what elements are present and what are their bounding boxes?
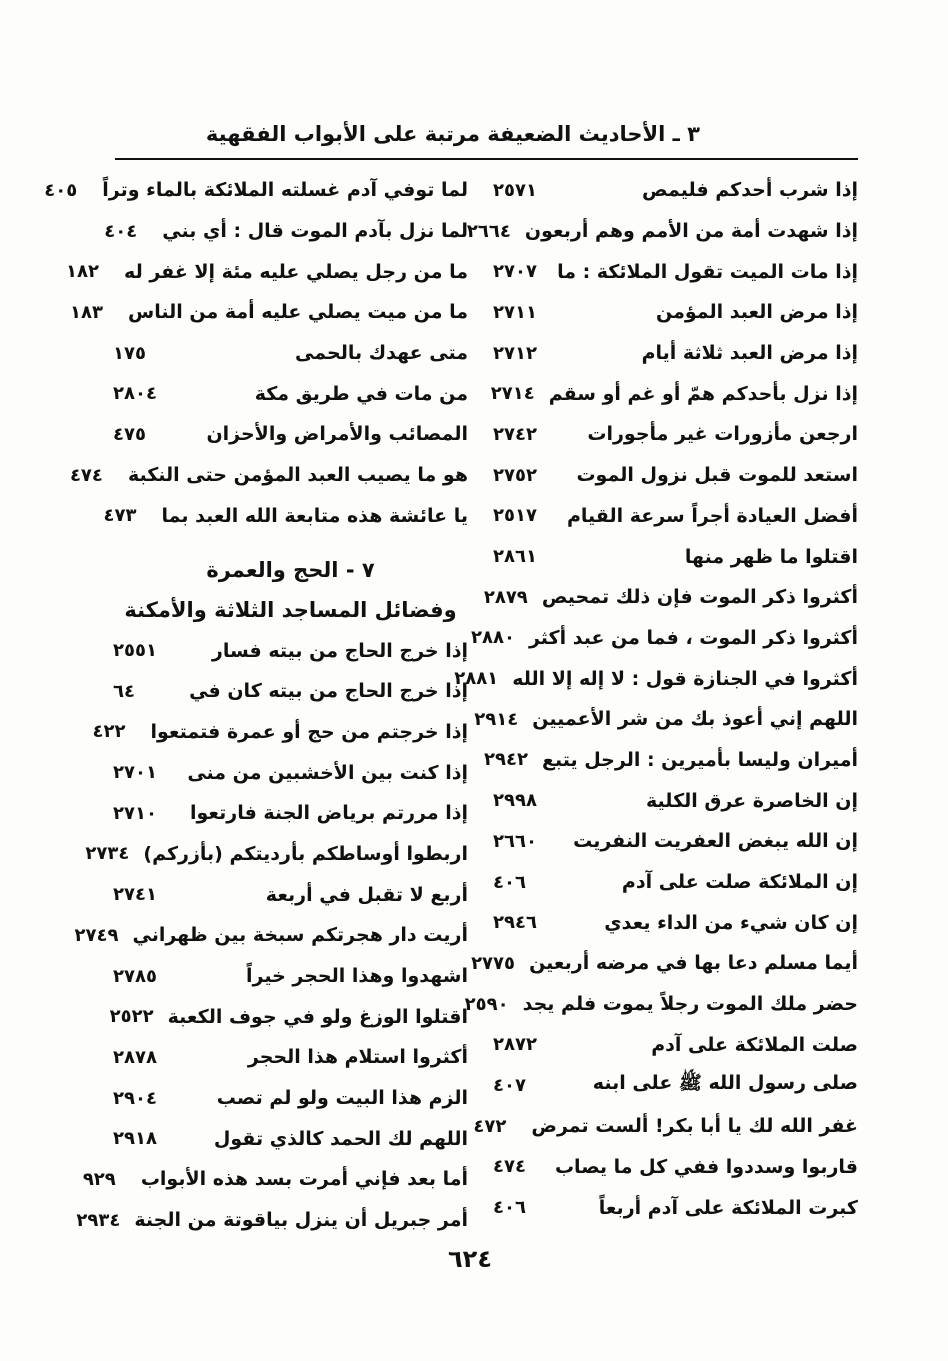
entry-text: إذا خرج الحاج من بيته كان في (189, 680, 468, 703)
index-entry (113, 1078, 468, 1119)
entry-number: ٩٢٩ (82, 1168, 116, 1190)
entry-number: ٢٩٩٨ (493, 790, 537, 812)
index-entry (490, 373, 858, 414)
index-entry (69, 455, 468, 496)
entry-number: ٤٠٧ (493, 1074, 526, 1096)
entry-text: أيما مسلم دعا بها في مرضه أربعين (529, 952, 858, 975)
entry-text: أمر جبريل أن ينزل بياقوتة من الجنة (134, 1209, 468, 1232)
entry-number: ٢٧١٢ (493, 342, 537, 364)
index-entry (464, 984, 858, 1025)
page-number: ٦٢٤ (448, 1245, 492, 1273)
entry-text: حضر ملك الموت رجلاً يموت فلم يجد (522, 993, 858, 1016)
index-entry (82, 1159, 468, 1200)
index-entry (66, 251, 468, 292)
entry-number: ٢٨٠٤ (113, 383, 157, 405)
entry-number: ١٨٢ (66, 261, 100, 283)
entry-number: ٢٩١٤ (474, 708, 519, 730)
entry-number: ٢٧١٤ (490, 383, 535, 405)
index-entry (471, 943, 858, 984)
entry-number: ٢٩٠٤ (113, 1087, 157, 1109)
index-entry (113, 793, 468, 834)
entry-number: ٢٧٠٧ (493, 261, 537, 283)
index-entry (493, 455, 858, 496)
index-entry (113, 956, 468, 997)
entry-text: صلى رسول الله ﷺ على ابنه (592, 1072, 858, 1095)
entry-number: ٢٧١١ (493, 301, 537, 323)
index-entry (483, 740, 858, 781)
entry-number: ١٨٣ (70, 301, 103, 323)
entry-number: ٢٧٤٢ (493, 423, 537, 445)
index-entry (493, 780, 858, 821)
section-subtitle: وفضائل المساجد الثلاثة والأمكنة (124, 598, 457, 623)
entry-number: ٢٩٤٦ (493, 912, 537, 934)
entry-number: ٢٧٣٤ (85, 843, 130, 865)
entry-text: أما بعد فإني أمرت بسد هذه الأبواب (140, 1168, 468, 1191)
index-entry (113, 874, 468, 915)
entry-text: إذا مات الميت تقول الملائكة : ما (557, 260, 858, 283)
entry-text: أميران وليسا بأميرين : الرجل يتبع (541, 748, 858, 771)
entry-text: أربع لا تقبل في أربعة (265, 883, 468, 906)
index-entry (493, 496, 858, 537)
entry-number: ١٧٥ (113, 342, 146, 364)
entry-text: المصائب والأمراض والأحزان (206, 423, 468, 446)
entry-text: إذا نزل بأحدكم همّ أو غم أو سقم (548, 382, 858, 405)
entry-number: ٤٧٤ (493, 1156, 526, 1178)
entry-number: ٢٩٤٢ (483, 749, 528, 771)
index-entry (493, 414, 858, 455)
index-entry (113, 752, 468, 793)
entry-text: الزم هذا البيت ولو لم تصب (216, 1087, 468, 1110)
index-entry (113, 1118, 468, 1159)
entry-number: ٢٧٧٥ (471, 952, 516, 974)
entry-text: أكثروا ذكر الموت فإن ذلك تمحيص (541, 586, 858, 609)
index-entry (493, 1024, 858, 1065)
entry-text: إن الخاصرة عرق الكلية (646, 789, 858, 812)
entry-text: أفضل العيادة أجراً سرعة القيام (566, 504, 858, 527)
entry-number: ٢٥٢٢ (109, 1006, 154, 1028)
index-entry (74, 915, 468, 956)
entry-number: ٢٨٨٠ (470, 627, 515, 649)
entry-text: استعد للموت قبل نزول الموت (576, 464, 858, 487)
entry-number: ٢٨٧٨ (113, 1046, 157, 1068)
entry-text: إذا خرج الحاج من بيته فسار (211, 639, 468, 662)
header-rule (115, 158, 858, 160)
index-entry (454, 658, 858, 699)
running-header: ٣ ـ الأحاديث الضعيفة مرتبة على الأبواب الفقهية (205, 122, 700, 146)
index-entry (113, 373, 468, 414)
index-entry (473, 1106, 858, 1147)
entry-text: متى عهدك بالحمى (295, 342, 468, 365)
entry-number: ٢٧٥٢ (493, 464, 537, 486)
index-entry (493, 902, 858, 943)
index-entry (113, 414, 468, 455)
entry-number: ٢٨٧٩ (483, 586, 528, 608)
entry-number: ٢٥٥١ (113, 640, 157, 662)
entry-number: ٢٧٨٥ (113, 965, 157, 987)
entry-text: أريت دار هجرتكم سبخة بين ظهراني (132, 924, 468, 947)
entry-text: إن كان شيء من الداء يعدي (604, 911, 858, 934)
entry-text: اللهم لك الحمد كالذي تقول (213, 1127, 468, 1150)
index-entry (493, 251, 858, 292)
entry-text: ارجعن مأزورات غير مأجورات (587, 423, 858, 446)
index-entry (493, 536, 858, 577)
index-entry (85, 834, 468, 875)
entry-text: اربطوا أوساطكم بأرديتكم (بأزركم) (143, 842, 468, 865)
index-column-left (44, 170, 468, 1241)
entry-text: أكثروا ذكر الموت ، فما من عبد أكثر (528, 626, 858, 649)
entry-number: ٤٧٥ (113, 423, 146, 445)
entry-text: إذا شهدت أمة من الأمم وهم أربعون (524, 220, 858, 243)
index-entry (493, 170, 858, 211)
index-entry (44, 170, 468, 211)
entry-text: لما نزل بآدم الموت قال : أي بني (162, 220, 468, 243)
entry-text: إذا مررتم برياض الجنة فارتعوا (190, 802, 468, 825)
entry-number: ٤٧٢ (473, 1115, 507, 1137)
entry-number: ٢٧٤١ (113, 884, 157, 906)
entry-text: إذا مرض العبد ثلاثة أيام (641, 342, 858, 365)
entry-text: إن الملائكة صلت على آدم (621, 871, 858, 894)
index-entry (113, 630, 468, 671)
index-entry (104, 211, 468, 252)
entry-number: ٦٤ (113, 680, 135, 702)
entry-number: ٢٦٦٤ (466, 220, 511, 242)
entry-number: ٤٧٣ (103, 505, 137, 527)
index-entry (109, 996, 468, 1037)
entry-text: يا عائشة هذه متابعة الله العبد بما (161, 504, 468, 527)
entry-text: لما توفي آدم غسلته الملائكة بالماء وتراً (102, 179, 468, 202)
entry-number: ٢٩٣٤ (76, 1209, 121, 1231)
entry-text: هو ما يصيب العبد المؤمن حتى النكبة (127, 464, 468, 487)
index-entry (493, 333, 858, 374)
index-entry (470, 618, 858, 659)
entry-text: اشهدوا وهذا الحجر خيراً (246, 965, 468, 988)
entry-number: ٢٥٩٠ (464, 993, 509, 1015)
entry-text: ما من رجل يصلي عليه مئة إلا غفر له (124, 260, 468, 283)
entry-text: كبرت الملائكة على آدم أربعاً (598, 1196, 858, 1219)
index-entry (113, 333, 468, 374)
entry-text: اللهم إني أعوذ بك من شر الأعميين (532, 708, 858, 731)
entry-number: ٢٨٧٢ (493, 1034, 537, 1056)
index-column-right (454, 170, 858, 1228)
index-entry (113, 671, 468, 712)
index-entry (493, 1147, 858, 1188)
entry-number: ٤٠٥ (44, 179, 78, 201)
entry-text: أكثروا في الجنازة قول : لا إله إلا الله (512, 667, 858, 690)
entry-number: ٤٠٦ (493, 871, 526, 893)
entry-text: من مات في طريق مكة (254, 382, 468, 405)
index-entry (113, 1037, 468, 1078)
entry-text: إذا كنت بين الأخشبين من منى (187, 761, 468, 784)
entry-number: ٢٩١٨ (113, 1128, 157, 1150)
entry-text: إذا خرجتم من حج أو عمرة فتمتعوا (150, 720, 468, 743)
section-title: ٧ - الحج والعمرة (206, 558, 375, 583)
entry-text: إذا مرض العبد المؤمن (655, 301, 858, 324)
entry-number: ٢٨٦١ (493, 546, 537, 568)
index-entry (493, 821, 858, 862)
index-entry (76, 1200, 468, 1241)
entry-number: ٤٧٤ (69, 464, 103, 486)
index-entry (493, 1187, 858, 1228)
entry-number: ٢٨٨١ (454, 668, 499, 690)
index-entry (70, 292, 468, 333)
entry-text: غفر الله لك يا أبا بكر! ألست تمرض (531, 1115, 858, 1138)
entry-text: إذا شرب أحدكم فليمص (642, 179, 858, 202)
entry-number: ٢٧٤٩ (74, 924, 119, 946)
index-entry (493, 862, 858, 903)
entry-number: ٢٧٠١ (113, 762, 157, 784)
index-entry (466, 211, 858, 252)
entry-text: اقتلوا الوزغ ولو في جوف الكعبة (167, 1005, 468, 1028)
entry-number: ٢٦٦٠ (493, 830, 537, 852)
entry-number: ٤٠٦ (493, 1197, 526, 1219)
entry-number: ٢٥١٧ (493, 505, 537, 527)
entry-number: ٢٥٧١ (493, 179, 537, 201)
index-entry (474, 699, 858, 740)
index-entry (103, 496, 468, 537)
index-entry (493, 292, 858, 333)
entry-text: قاربوا وسددوا ففي كل ما يصاب (554, 1155, 858, 1178)
entry-text: ما من ميت يصلي عليه أمة من الناس (128, 301, 468, 324)
entry-number: ٤٢٢ (92, 721, 126, 743)
entry-text: اقتلوا ما ظهر منها (684, 545, 858, 568)
index-entry (493, 1065, 858, 1106)
entry-number: ٢٧١٠ (113, 802, 157, 824)
entry-text: إن الله يبغض العفريت النفريت (573, 830, 858, 853)
entry-number: ٤٠٤ (104, 220, 138, 242)
index-entry (92, 712, 468, 753)
entry-text: صلت الملائكة على آدم (651, 1033, 858, 1056)
index-entry (483, 577, 858, 618)
entry-text: أكثروا استلام هذا الحجر (247, 1046, 468, 1069)
